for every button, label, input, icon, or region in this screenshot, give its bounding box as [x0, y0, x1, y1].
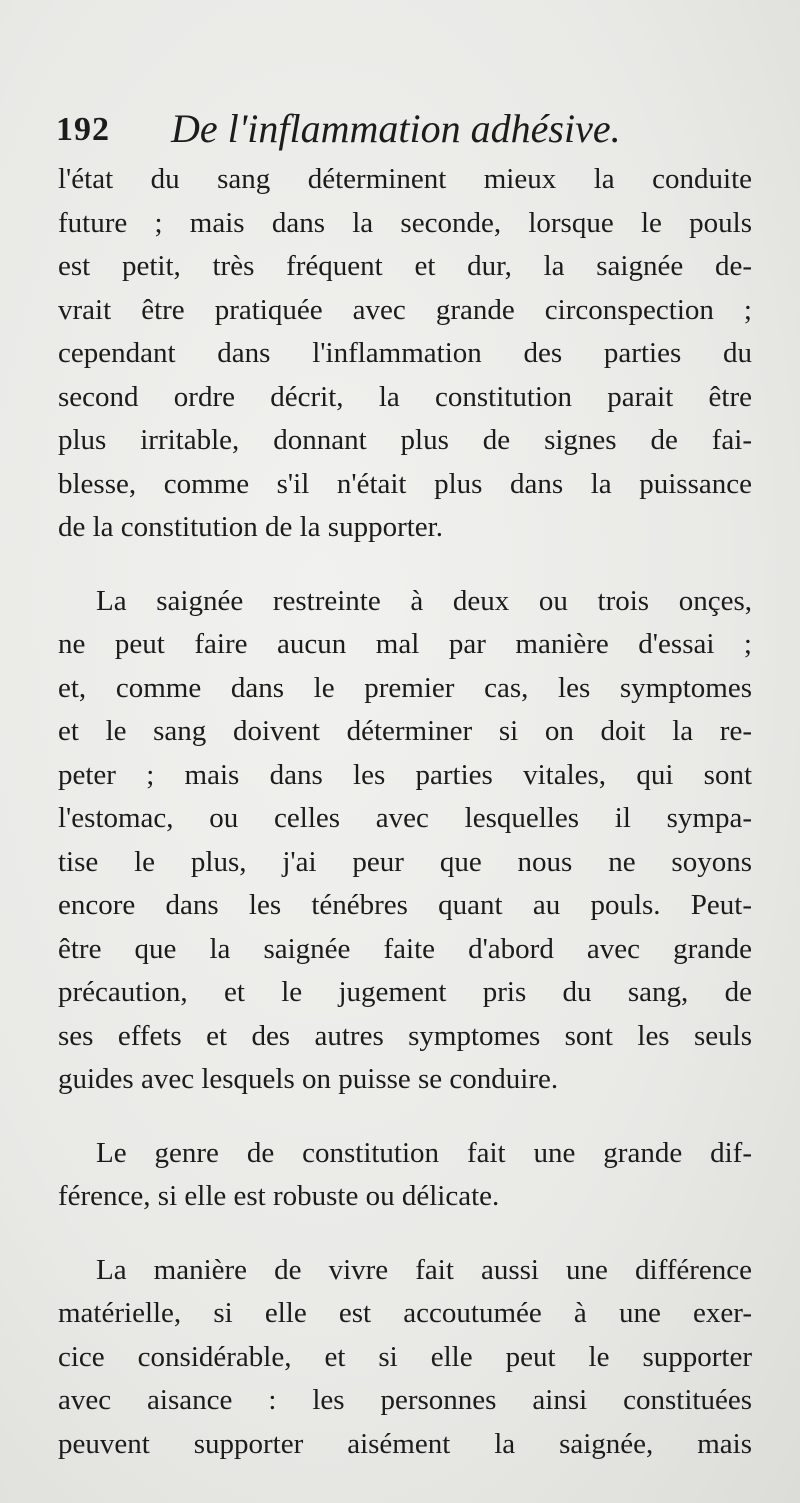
text-line: précaution, et le jugement pris du sang, de: [58, 976, 752, 1008]
text-line: tise le plus, j'ai peur que nous ne soyons: [58, 845, 752, 878]
text-line: encore dans les ténébres quant au pouls. Peut-: [58, 889, 752, 921]
text-line: peuvent supporter aisément la saignée, mais: [58, 1427, 752, 1460]
body-text: [58, 158, 752, 1466]
text-line: vrait être pratiquée avec grande circonspection ;: [58, 293, 752, 326]
text-line: cependant dans l'inflammation des parties du: [58, 337, 752, 369]
text-line: avec aisance : les personnes ainsi constituées: [58, 1384, 752, 1416]
text-line: et, comme dans le premier cas, les symptomes: [58, 671, 752, 704]
paragraph-4: [58, 1249, 752, 1467]
text-line: de la constitution de la supporter.: [58, 511, 443, 543]
text-line: cice considérable, et si elle peut le supporter: [58, 1340, 752, 1373]
text-line: La saignée restreinte à deux ou trois onçes,: [96, 584, 752, 617]
text-line: second ordre décrit, la constitution parait être: [58, 380, 752, 413]
text-line: future ; mais dans la seconde, lorsque le pouls: [58, 206, 752, 239]
paragraph-3: [58, 1132, 752, 1219]
text-line: matérielle, si elle est accoutumée à une exer-: [58, 1297, 752, 1329]
text-line: plus irritable, donnant plus de signes de fai-: [58, 424, 752, 456]
text-line: être que la saignée faite d'abord avec grande: [58, 932, 752, 965]
text-line: l'estomac, ou celles avec lesquelles il sympa-: [58, 802, 752, 834]
text-line: guides avec lesquels on puisse se conduire.: [58, 1063, 559, 1095]
text-line: La manière de vivre fait aussi une différence: [96, 1253, 752, 1286]
text-line: blesse, comme s'il n'était plus dans la puissance: [58, 467, 752, 500]
page-number: 192: [56, 111, 110, 148]
text-line: l'état du sang déterminent mieux la conduite: [58, 163, 752, 195]
text-line: ne peut faire aucun mal par manière d'essai ;: [58, 628, 752, 660]
text-line: ses effets et des autres symptomes sont les seuls: [58, 1019, 752, 1052]
text-line: peter ; mais dans les parties vitales, qui sont: [58, 758, 752, 791]
text-line: férence, si elle est robuste ou délicate.: [58, 1180, 500, 1212]
paragraph-1: [58, 158, 752, 550]
paragraph-2: [58, 580, 752, 1102]
page-header: [56, 106, 756, 156]
running-title: De l'inflammation adhésive.: [171, 106, 621, 151]
text-line: et le sang doivent déterminer si on doit la re-: [58, 715, 752, 747]
text-line: Le genre de constitution fait une grande dif-: [96, 1136, 752, 1169]
text-line: est petit, très fréquent et dur, la saignée de-: [58, 250, 752, 282]
